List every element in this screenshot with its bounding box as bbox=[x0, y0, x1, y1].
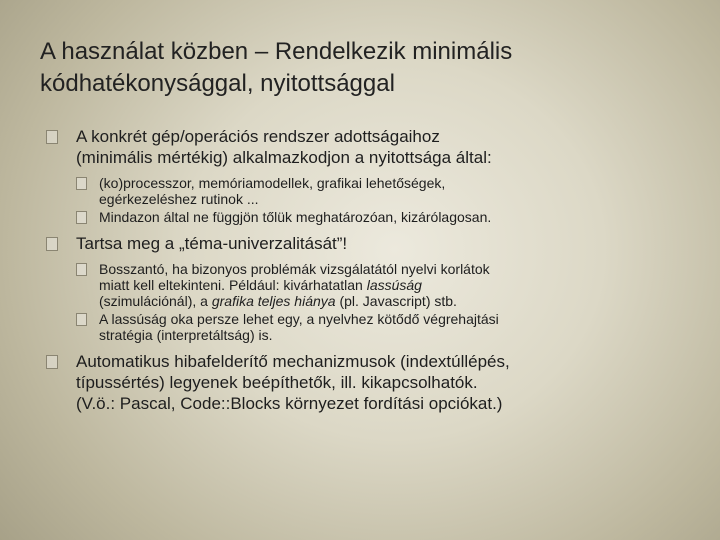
sub-bullet-text: (szimulációnál), a grafika teljes hiánya (pl. Javascript) stb. bbox=[99, 293, 457, 309]
checkbox-bullet-icon bbox=[46, 237, 58, 251]
sub-bullet-text: Mindazon által ne függjön tőlük meghatározóan, kizárólagosan. bbox=[99, 209, 492, 225]
sub-bullet-item bbox=[46, 175, 686, 207]
bullet-text: típussértés) legyenek beépíthetők, ill. kikapcsolhatók. bbox=[76, 373, 478, 392]
bullet-text: A konkrét gép/operációs rendszer adottságaihoz bbox=[76, 127, 440, 146]
bullet-list bbox=[46, 126, 686, 421]
checkbox-bullet-icon bbox=[46, 130, 58, 144]
sub-bullet-list bbox=[46, 175, 686, 225]
bullet-item bbox=[46, 233, 686, 254]
bullet-item bbox=[46, 351, 686, 414]
bullet-text: Tartsa meg a „téma-univerzalitását”! bbox=[76, 234, 348, 253]
sub-bullet-text: (ko)processzor, memóriamodellek, grafikai lehetőségek, bbox=[99, 175, 446, 191]
emphasis-text: grafika teljes hiánya bbox=[211, 293, 336, 309]
sub-bullet-text: Bosszantó, ha bizonyos problémák vizsgálatától nyelvi korlátok bbox=[99, 261, 490, 277]
sub-bullet-list bbox=[46, 261, 686, 343]
checkbox-bullet-icon bbox=[46, 355, 58, 369]
bullet-text: Automatikus hibafelderítő mechanizmusok (indextúllépés, bbox=[76, 352, 510, 371]
checkbox-bullet-icon bbox=[76, 211, 87, 224]
sub-bullet-item bbox=[46, 311, 686, 343]
sub-bullet-text: miatt kell eltekinteni. Például: kivárhatatlan lassúság bbox=[99, 277, 422, 293]
checkbox-bullet-icon bbox=[76, 177, 87, 190]
slide-title bbox=[40, 36, 700, 100]
sub-bullet-text: stratégia (interpretáltság) is. bbox=[99, 327, 273, 343]
sub-bullet-item bbox=[46, 209, 686, 225]
title-line-2: kódhatékonysággal, nyitottsággal bbox=[40, 70, 395, 97]
sub-bullet-text: egérkezeléshez rutinok ... bbox=[99, 191, 259, 207]
title-line-1: A használat közben – Rendelkezik minimális bbox=[40, 38, 513, 65]
bullet-item bbox=[46, 126, 686, 168]
emphasis-text: lassúság bbox=[366, 277, 422, 293]
sub-bullet-item bbox=[46, 261, 686, 309]
bullet-text: (minimális mértékig) alkalmazkodjon a nyitottsága által: bbox=[76, 148, 492, 167]
bullet-text: (V.ö.: Pascal, Code::Blocks környezet fordítási opciókat.) bbox=[76, 394, 503, 413]
checkbox-bullet-icon bbox=[76, 263, 87, 276]
sub-bullet-text: A lassúság oka persze lehet egy, a nyelvhez kötődő végrehajtási bbox=[99, 311, 499, 327]
checkbox-bullet-icon bbox=[76, 313, 87, 326]
